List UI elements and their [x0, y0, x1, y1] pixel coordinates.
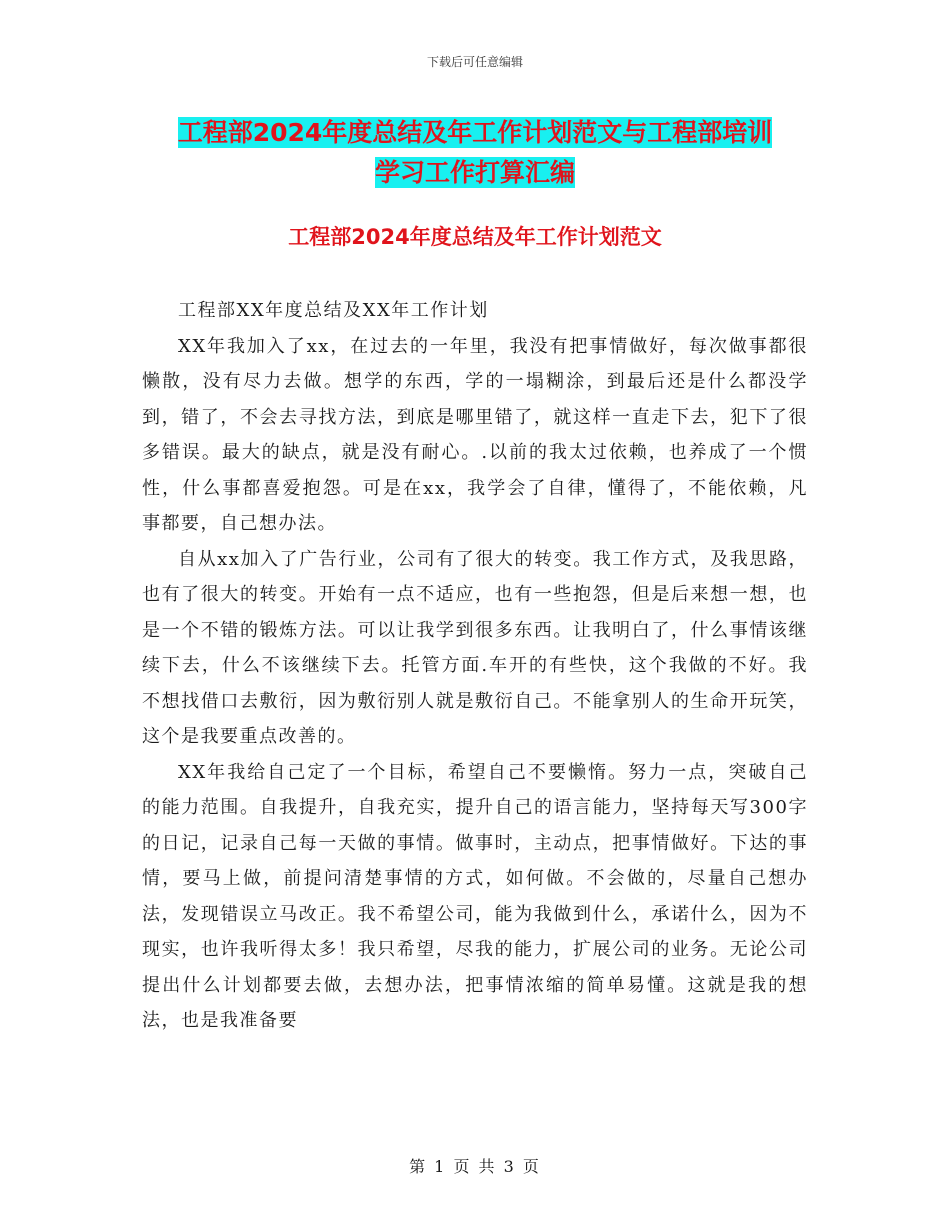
title-line-1: 工程部2024年度总结及年工作计划范文与工程部培训 — [177, 118, 773, 147]
paragraph: XX年我加入了xx，在过去的一年里，我没有把事情做好，每次做事都很懒散，没有尽力去做。想学的东西，学的一塌糊涂，到最后还是什么都没学到，错了，不会去寻找方法，到底是哪里错了，就这样一直走下去，犯下了很多错误。最大的缺点，就是没有耐心。.以前的我太过依赖，也养成了一个惯性，什么事都喜爱抱怨。可是在xx，我学会了自律，懂得了，不能依赖，凡事都要，自己想办法。 — [142, 335, 808, 534]
title-line-2: 学习工作打算汇编 — [374, 158, 575, 187]
page-header-note: 下载后可任意编辑 — [426, 55, 523, 69]
paragraph: 工程部XX年度总结及XX年工作计划 — [178, 300, 489, 321]
section-title: 工程部2024年度总结及年工作计划范文 — [288, 225, 662, 249]
document-title — [120, 113, 830, 193]
page-number-footer: 第 1 页 共 3 页 — [409, 1157, 541, 1176]
paragraph: 自从xx加入了广告行业，公司有了很大的转变。我工作方式，及我思路，也有了很大的转变。开始有一点不适应，也有一些抱怨，但是后来想一想，也是一个不错的锻炼方法。可以让我学到很多东西。让我明白了，什么事情该继续下去，什么不该继续下去。托管方面.车开的有些快，这个我做的不好。我不想找借口去敷衍，因为敷衍别人就是敷衍自己。不能拿别人的生命开玩笑，这个是我要重点改善的。 — [142, 548, 808, 747]
document-body — [142, 293, 808, 1039]
paragraph: XX年我给自己定了一个目标，希望自己不要懒惰。努力一点，突破自己的能力范围。自我提升，自我充实，提升自己的语言能力，坚持每天写300字的日记，记录自己每一天做的事情。做事时，主动点，把事情做好。下达的事情，要马上做，前提问清楚事情的方式，如何做。不会做的，尽量自己想办法，发现错误立马改正。我不希望公司，能为我做到什么，承诺什么，因为不现实，也许我听得太多！我只希望，尽我的能力，扩展公司的业务。无论公司提出什么计划都要去做，去想办法，把事情浓缩的简单易懂。这就是我的想法，也是我准备要 — [142, 761, 808, 1031]
